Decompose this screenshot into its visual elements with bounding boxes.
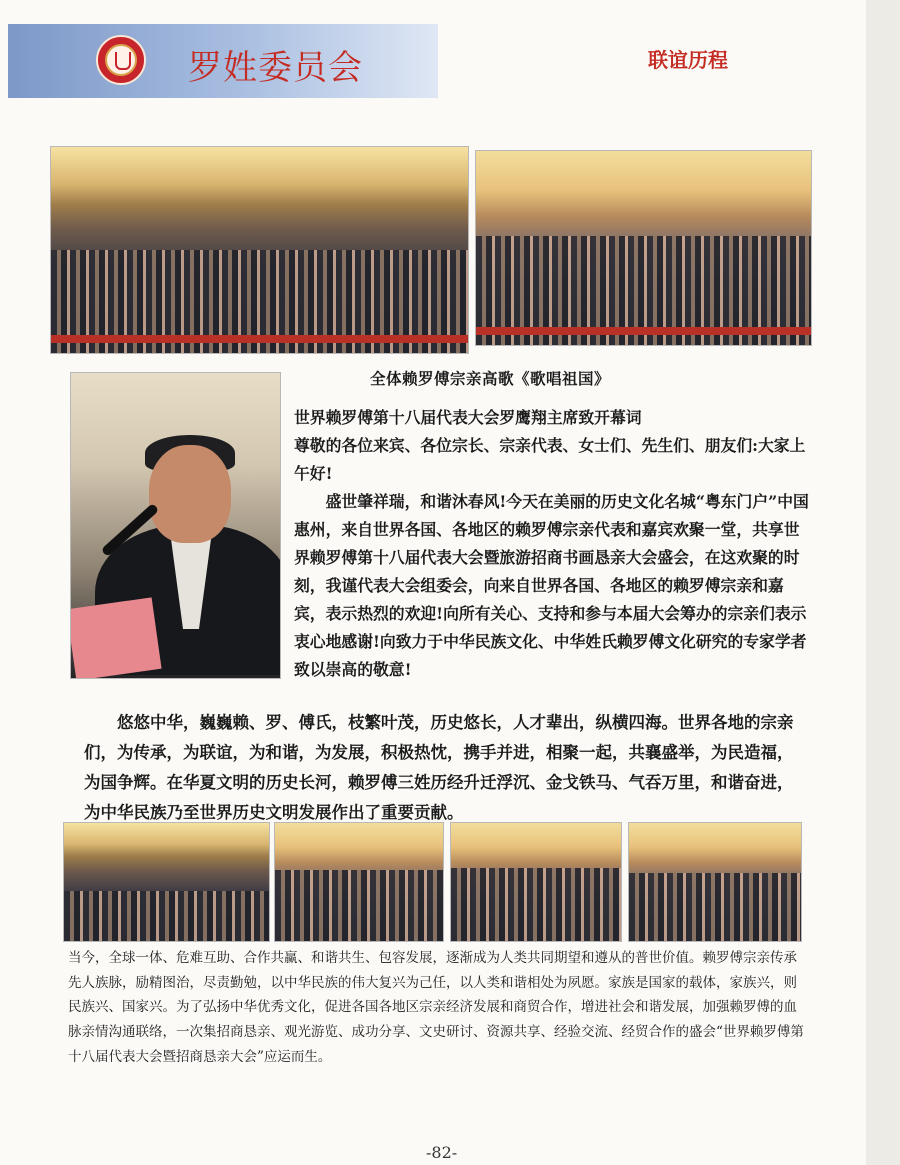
photo-stage-flowers xyxy=(51,335,468,343)
photo-conference-hall-2 xyxy=(475,150,812,346)
logo-mark xyxy=(115,52,131,70)
page-number: -82- xyxy=(426,1143,458,1162)
photo-delegates-row-3 xyxy=(629,873,801,941)
header-title: 罗姓委员会 xyxy=(188,48,363,88)
photo-delegates-row-2 xyxy=(451,868,621,941)
speaker-face xyxy=(149,445,231,543)
photo-delegates-row-1 xyxy=(275,870,443,941)
speech-paper xyxy=(70,597,162,679)
photo-banquet-hall xyxy=(63,822,270,942)
speech-title: 世界赖罗傅第十八届代表大会罗鹰翔主席致开幕词 xyxy=(294,408,642,427)
photo-delegates-2 xyxy=(450,822,622,942)
speech-block xyxy=(294,404,814,684)
speech-greeting: 尊敬的各位来宾、各位宗长、宗亲代表、女士们、先生们、朋友们:大家上午好! xyxy=(294,436,806,483)
photo-conference-hall-1 xyxy=(50,146,469,354)
speech-paragraph: 盛世肇祥瑞，和谐沐春风!今天在美丽的历史文化名城“粤东门户”中国惠州，来自世界各国、各地区的赖罗傅宗亲代表和嘉宾欢聚一堂，共享世界赖罗傅第十八届代表大会暨旅游招商书画恳亲大会盛会，在这欢聚的时刻，我谨代表大会组委会，向来自世界各国、各地区的赖罗傅宗亲和嘉宾，表示热烈的欢迎!向所有关心、支持和参与本届大会筹办的宗亲们表示衷心地感谢!向致力于中华民族文化、中华姓氏赖罗傅文化研究的专家学者致以崇高的敬意! xyxy=(294,492,809,679)
bottom-paragraph: 当今，全球一体、危难互助、合作共赢、和谐共生、包容发展，逐渐成为人类共同期望和遵从的普世价值。赖罗傅宗亲传承先人族脉，励精图治，尽责勤勉，以中华民族的伟大复兴为己任，以人类和谐相处为夙愿。家族是国家的载体，家族兴，则民族兴、国家兴。为了弘扬中华优秀文化，促进各国各地区宗亲经济发展和商贸合作，增进社会和谐发展，加强赖罗傅的血脉亲情沟通联络，一次集招商恳亲、观光游览、成功分享、文史研讨、资源共享、经验交流、经贸合作的盛会“世界赖罗傅第十八届代表大会暨招商恳亲大会”应运而生。 xyxy=(68,950,804,1065)
main-paragraph: 悠悠中华，巍巍赖、罗、傅氏，枝繁叶茂，历史悠长，人才辈出，纵横四海。世界各地的宗亲们，为传承，为联谊，为和谐，为发展，积极热忱，携手并进，相聚一起，共襄盛举，为民造福，为国争辉。在华夏文明的历史长河，赖罗傅三姓历经升迁浮沉、金戈铁马、气吞万里，和谐奋进，为中华民族乃至世界历史文明发展作出了重要贡献。 xyxy=(84,713,794,822)
section-title: 联谊历程 xyxy=(648,48,728,72)
photo-red-accents xyxy=(476,327,811,335)
page-edge xyxy=(866,0,900,1165)
photo-caption: 全体赖罗傅宗亲高歌《歌唱祖国》 xyxy=(370,369,611,388)
logo-inner-ring xyxy=(105,44,137,76)
photo-delegates-3 xyxy=(628,822,802,942)
photo-speaker-portrait xyxy=(70,372,281,679)
bottom-paragraph-block xyxy=(68,946,808,1070)
clan-logo-icon xyxy=(96,35,146,85)
photo-seated-crowd xyxy=(64,891,269,941)
photo-delegates-1 xyxy=(274,822,444,942)
main-paragraph-block xyxy=(84,708,796,828)
